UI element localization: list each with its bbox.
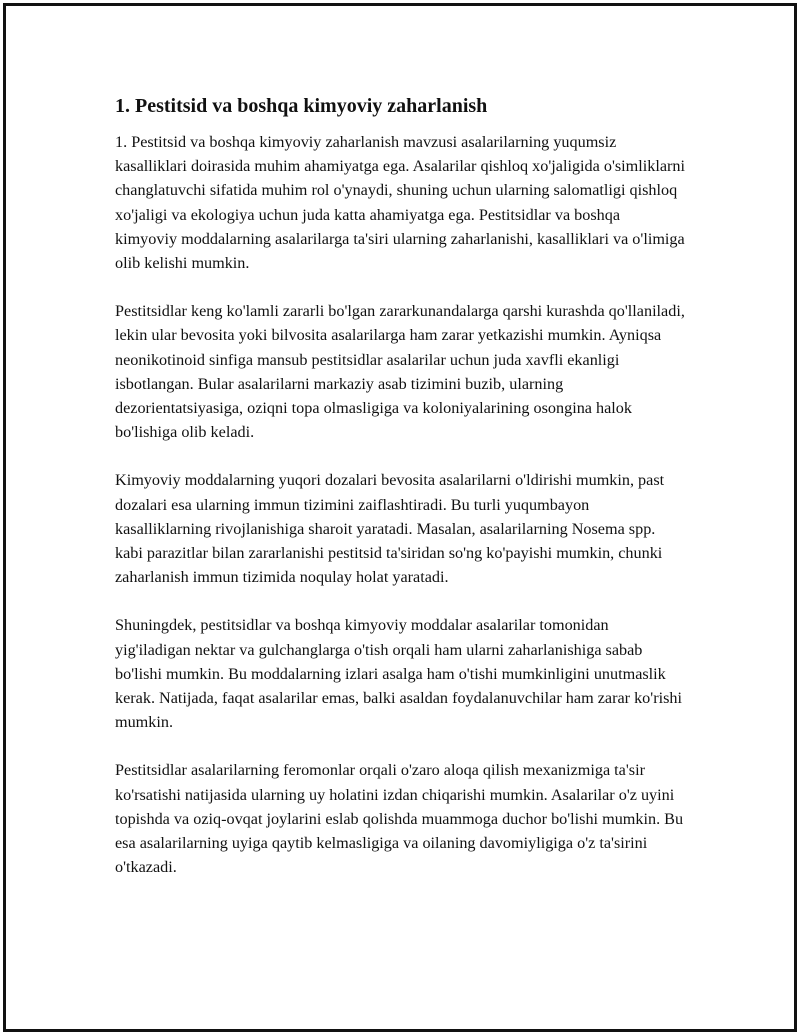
paragraph-5: Pestitsidlar asalarilarning feromonlar orqali o'zaro aloqa qilish mexanizmiga ta'sir ko'rsatishi natijasida ularning uy holatini izdan chiqarishi mumkin. Asalarilar o'z uyini topishda va oziq-ovqat joylarini eslab qolishda muammoga duchor bo'lishi mumkin. Bu esa asalarilarning uyiga qaytib kelmasligiga va oilaning davomiyligiga o'z ta'sirini o'tkazadi. [115, 761, 684, 877]
paragraph-3: Kimyoviy moddalarning yuqori dozalari bevosita asalarilarni o'ldirishi mumkin, past dozalari esa ularning immun tizimini zaiflashtiradi. Bu turli yuqumbayon kasalliklarning rivojlanishiga sharoit yaratadi. Masalan, asalarilarning Nosema spp. kabi parazitlar bilan zararlanishi pestitsid ta'siridan so'ng ko'payishi mumkin, chunki zaharlanish immun tizimida noqulay holat yaratadi. [115, 471, 665, 587]
paragraph-2: Pestitsidlar keng ko'lamli zararli bo'lgan zararkunandalarga qarshi kurashda qo'llaniladi, lekin ular bevosita yoki bilvosita asalarilarga ham zarar yetkazishi mumkin. Ayniqsa neonikotinoid sinfiga mansub pestitsidlar asalarilar uchun juda xavfli ekanligi isbotlangan. Bular asalarilarni markaziy asab tizimini buzib, ularning dezorientatsiyasiga, oziqni topa olmasligiga va koloniyalarining osongina halok bo'lishiga olib keladi. [115, 302, 685, 442]
paragraph-1: 1. Pestitsid va boshqa kimyoviy zaharlanish mavzusi asalarilarning yuqumsiz kasalliklari doirasida muhim ahamiyatga ega. Asalarilar qishloq xo'jaligida o'simliklarni changlatuvchi sifatida muhim rol o'ynaydi, shuning uchun ularning salomatligi qishloq xo'jaligi va ekologiya uchun juda katta ahamiyatga ega. Pestitsidlar va boshqa kimyoviy moddalarning asalarilarga ta'siri ularning zaharlanishi, kasalliklari va o'limiga olib kelishi mumkin. [115, 133, 686, 273]
document-body [115, 92, 685, 903]
paragraph-4: Shuningdek, pestitsidlar va boshqa kimyoviy moddalar asalarilar tomonidan yig'iladigan nektar va gulchanglarga o'tish orqali ham ularni zaharlanishiga sabab bo'lishi mumkin. Bu moddalarning izlari asalga ham o'tishi mumkinligini unutmaslik kerak. Natijada, faqat asalarilar emas, balki asaldan foydalanuvchilar ham zarar ko'rishi mumkin. [115, 616, 682, 732]
section-heading: 1. Pestitsid va boshqa kimyoviy zaharlanish [115, 95, 488, 117]
